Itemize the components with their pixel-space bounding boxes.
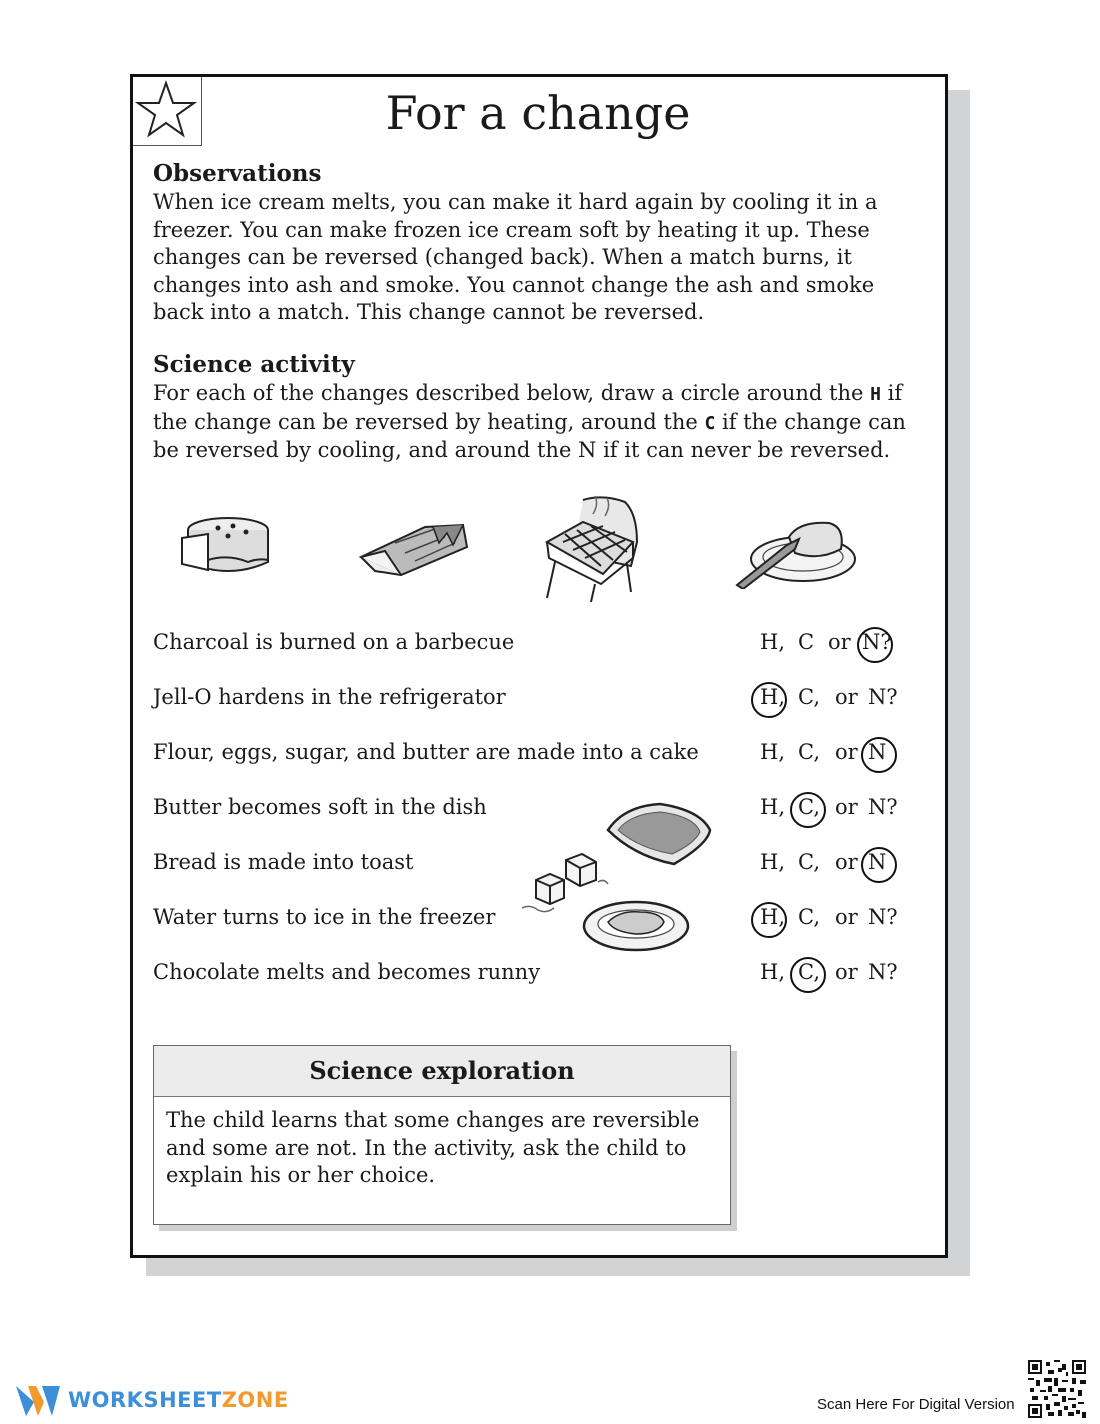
scan-text: Scan Here For Digital Version bbox=[817, 1396, 1015, 1413]
observations-heading: Observations bbox=[153, 160, 322, 187]
option-h[interactable]: H, bbox=[760, 740, 785, 764]
activity-instructions bbox=[153, 380, 913, 465]
exploration-heading: Science exploration bbox=[154, 1046, 730, 1097]
option-or: or bbox=[835, 850, 858, 874]
question-charcoal: Charcoal is burned on a barbecue bbox=[153, 630, 515, 654]
question-cake: Flour, eggs, sugar, and butter are made into a cake bbox=[153, 740, 699, 764]
worksheetzone-logo-icon bbox=[14, 1382, 62, 1420]
option-h[interactable]: H, bbox=[760, 685, 785, 709]
brand-part-worksheet: WORKSHEET bbox=[68, 1388, 222, 1412]
option-c[interactable]: C, bbox=[798, 795, 820, 819]
option-n[interactable]: N? bbox=[868, 905, 898, 929]
option-h[interactable]: H, bbox=[760, 850, 785, 874]
answer-circle bbox=[790, 792, 826, 828]
option-h[interactable]: H, bbox=[760, 960, 785, 984]
option-n[interactable]: N? bbox=[868, 960, 898, 984]
question-toast: Bread is made into toast bbox=[153, 850, 414, 874]
answer-circle bbox=[861, 847, 897, 883]
question-water: Water turns to ice in the freezer bbox=[153, 905, 496, 929]
page-title: For a change bbox=[385, 86, 691, 140]
option-c[interactable]: C bbox=[798, 630, 815, 654]
option-or: or bbox=[835, 685, 858, 709]
option-n[interactable]: N? bbox=[868, 685, 898, 709]
cake-illustration bbox=[178, 514, 274, 580]
answer-circle bbox=[751, 682, 787, 718]
brand-part-zone: ZONE bbox=[221, 1388, 289, 1412]
question-butter: Butter becomes soft in the dish bbox=[153, 795, 487, 819]
barbecue-grill-illustration bbox=[543, 492, 643, 604]
letter-c: C bbox=[704, 412, 716, 434]
question-jello: Jell-O hardens in the refrigerator bbox=[153, 685, 506, 709]
option-or: or bbox=[835, 740, 858, 764]
answer-circle bbox=[751, 902, 787, 938]
option-h[interactable]: H, bbox=[760, 630, 785, 654]
plate-illustration bbox=[580, 898, 692, 954]
instruction-part: if the change can be reversed by cooling, and around the N if it can never be reversed. bbox=[153, 409, 906, 462]
instruction-part: if the change can be reversed by heating, around the bbox=[153, 381, 903, 434]
option-n[interactable]: N bbox=[868, 740, 887, 764]
option-h[interactable]: H, bbox=[760, 905, 785, 929]
option-c[interactable]: C, bbox=[798, 960, 820, 984]
answer-circle bbox=[861, 737, 897, 773]
answer-circle bbox=[790, 957, 826, 993]
butter-dish-illustration bbox=[733, 515, 857, 589]
option-c[interactable]: C, bbox=[798, 740, 820, 764]
star-icon bbox=[133, 77, 199, 143]
science-exploration-box bbox=[153, 1045, 731, 1225]
qr-code-icon[interactable] bbox=[1028, 1360, 1086, 1418]
option-or: or bbox=[835, 905, 858, 929]
answer-circle bbox=[857, 627, 893, 663]
observations-text: When ice cream melts, you can make it hard again by cooling it in a freezer. You can make frozen ice cream soft by heating it up. These changes can be reversed (changed back). When a match burns, it changes into ash and smoke. You cannot change the ash and smoke back into a match. This change cannot be reversed. bbox=[153, 190, 878, 324]
option-c[interactable]: C, bbox=[798, 905, 820, 929]
instruction-part: For each of the changes described below, draw a circle around the bbox=[153, 381, 871, 405]
star-box bbox=[133, 77, 202, 146]
toast-illustration bbox=[604, 800, 716, 870]
exploration-text: The child learns that some changes are reversible and some are not. In the activity, ask the child to explain his or her choice. bbox=[166, 1108, 700, 1187]
brand-name[interactable] bbox=[68, 1388, 289, 1412]
option-or: or bbox=[835, 795, 858, 819]
option-h[interactable]: H, bbox=[760, 795, 785, 819]
option-n[interactable]: N? bbox=[868, 795, 898, 819]
option-c[interactable]: C, bbox=[798, 850, 820, 874]
chocolate-bar-illustration bbox=[355, 513, 471, 579]
option-n[interactable]: N? bbox=[862, 630, 892, 654]
letter-h: H bbox=[870, 384, 881, 405]
activity-heading: Science activity bbox=[153, 351, 355, 378]
option-or: or bbox=[828, 630, 851, 654]
option-c[interactable]: C, bbox=[798, 685, 820, 709]
option-n[interactable]: N bbox=[868, 850, 887, 874]
option-or: or bbox=[835, 960, 858, 984]
question-chocolate: Chocolate melts and becomes runny bbox=[153, 960, 541, 984]
